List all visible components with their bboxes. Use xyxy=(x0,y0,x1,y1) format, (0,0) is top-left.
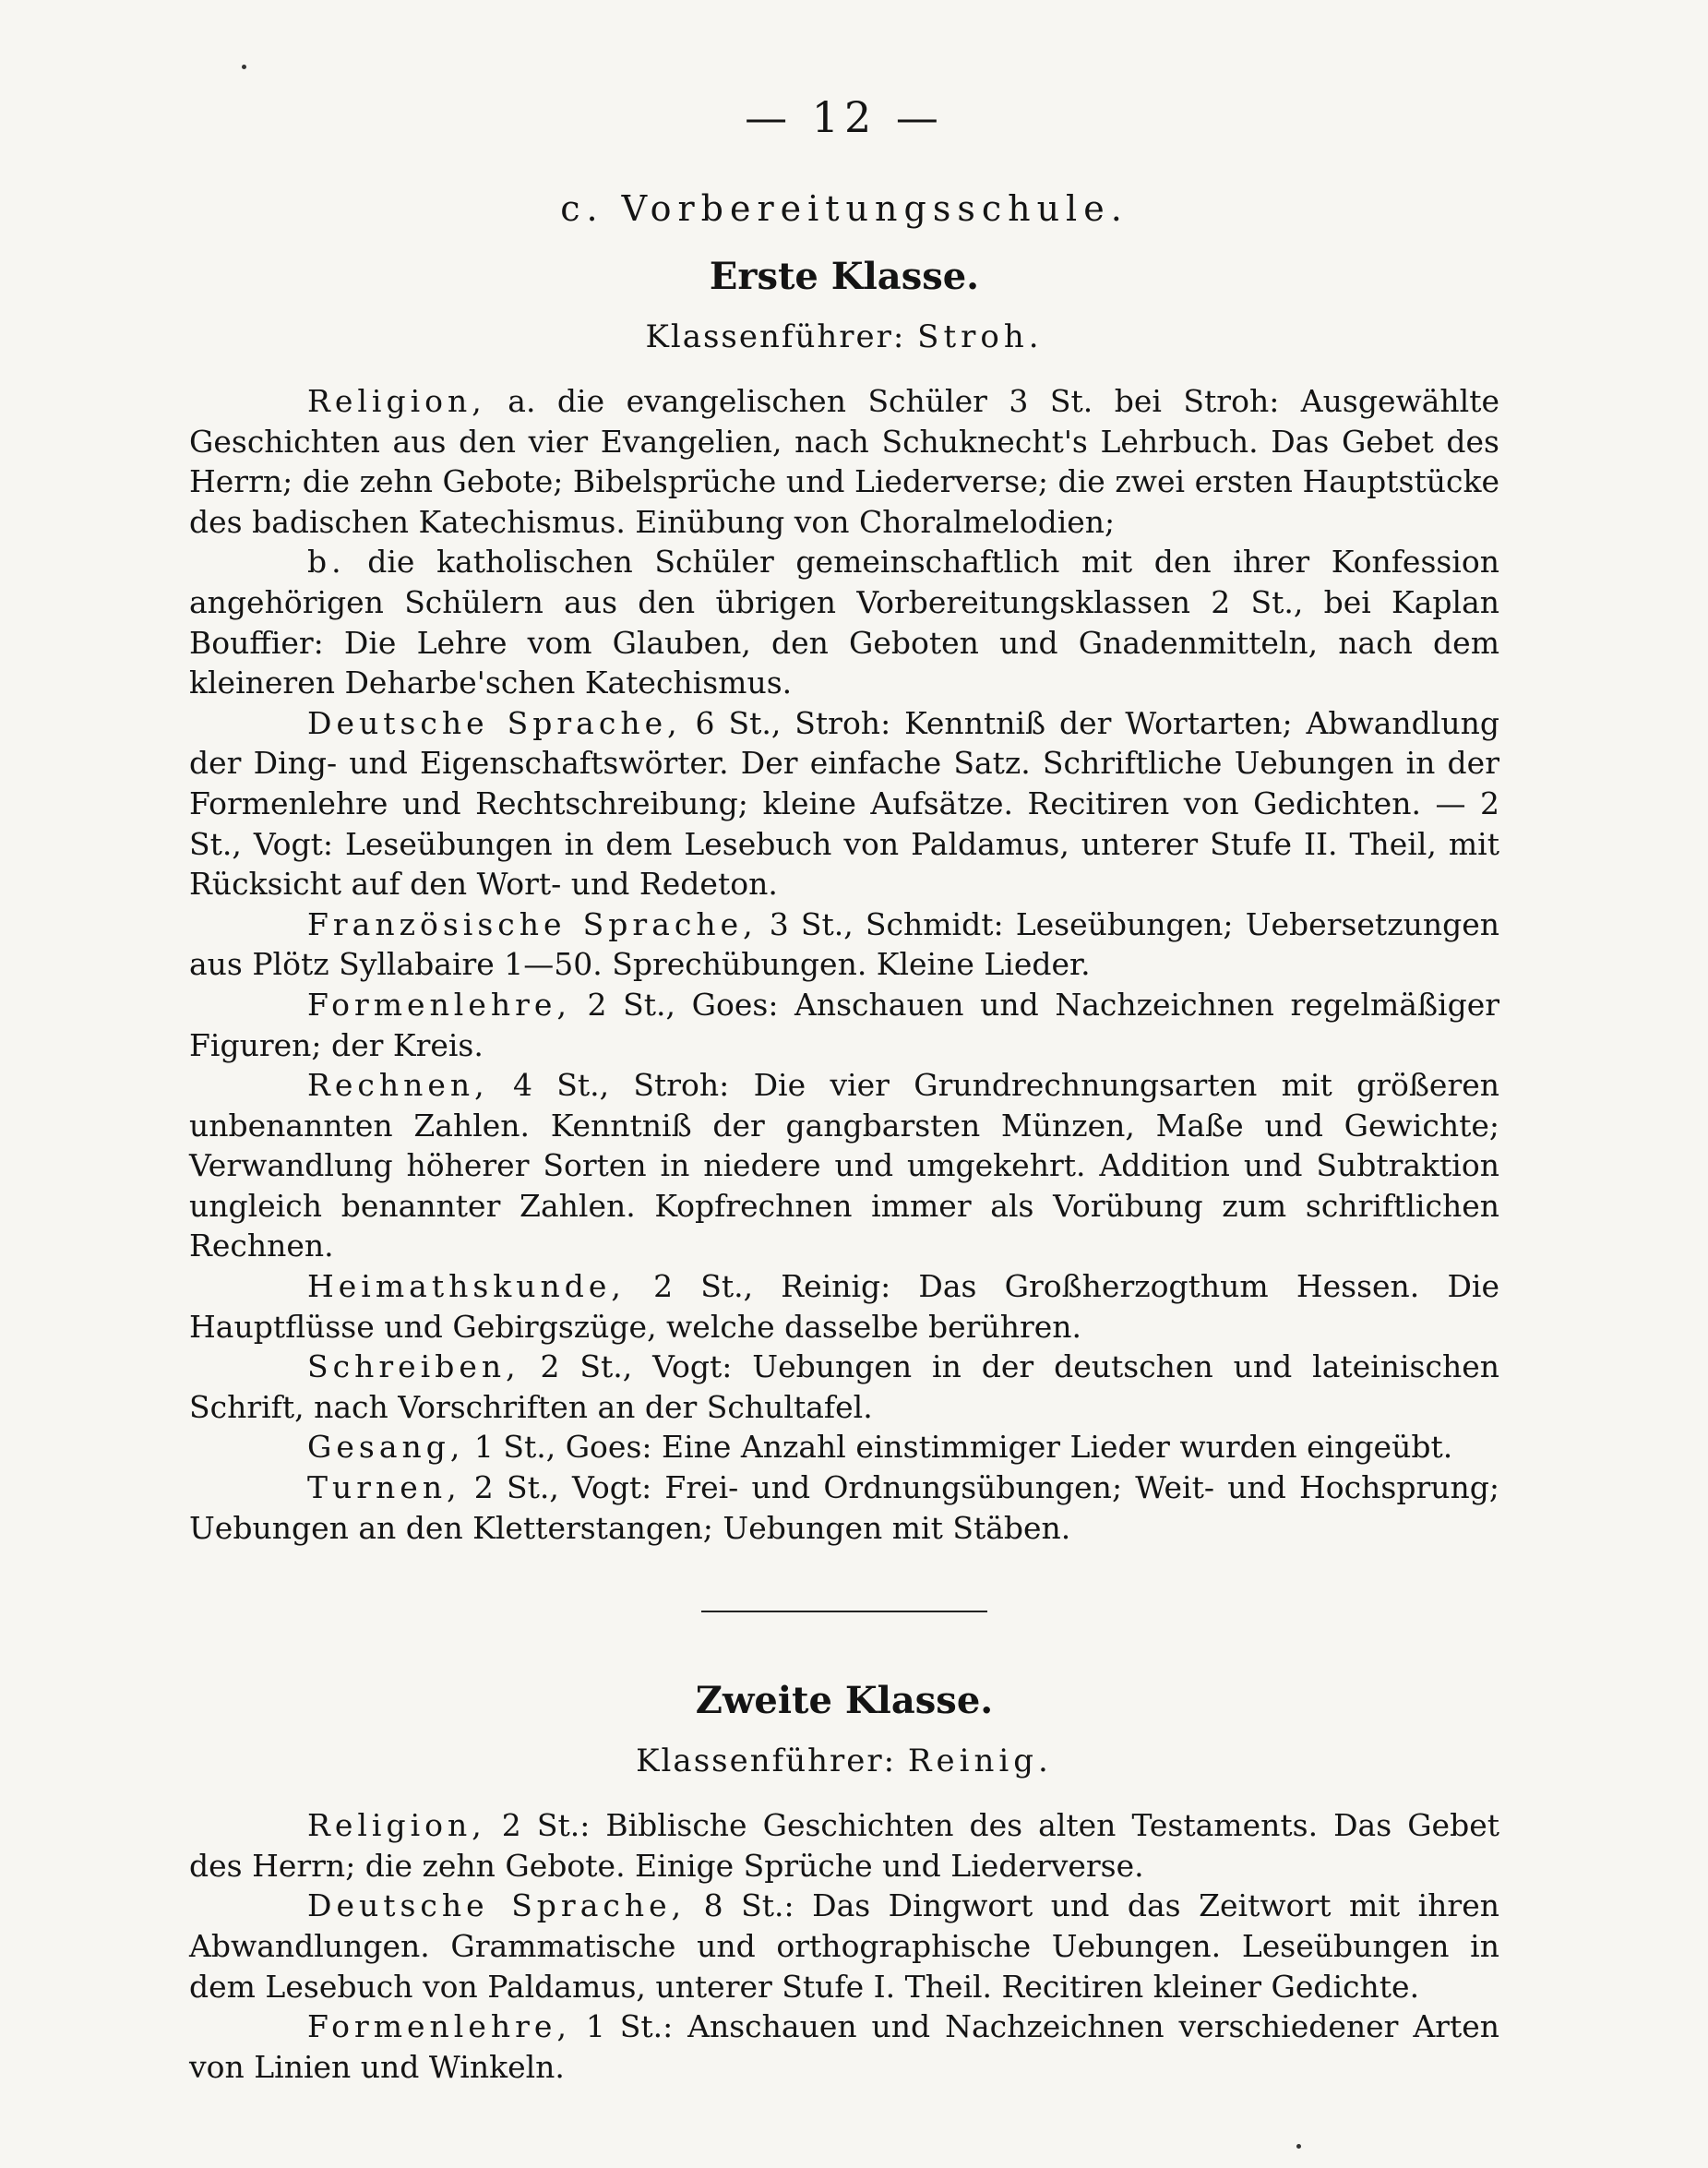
subject-heading: Heimathskunde, xyxy=(307,1268,626,1305)
subject-heading: Religion, xyxy=(307,1807,486,1844)
document-page xyxy=(189,92,1499,2087)
subject-text: 2 St., Vogt: Uebungen in der deutschen und lateinischen Schrift, nach Vorschriften an der Schultafel. xyxy=(189,1348,1499,1425)
subject-text: 2 St., Reinig: Das Großherzogthum Hessen. Die Hauptflüsse und Gebirgszüge, welche dasselbe berühren. xyxy=(189,1268,1499,1345)
class-2-section xyxy=(189,1679,1499,2087)
subject-paragraph xyxy=(189,703,1499,904)
subject-text: die katholischen Schüler gemeinschaftlich mit den ihrer Konfession angehörigen Schülern aus den übrigen Vorbereitungsklassen 2 St., bei Kaplan Bouffier: Die Lehre vom Glauben, den Geboten und Gnadenmitteln, nach dem kleineren Deharbe'schen Katechismus. xyxy=(189,544,1499,701)
class-1-teacher-name: Stroh. xyxy=(917,318,1044,355)
subject-text: 2 St.: Biblische Geschichten des alten Testaments. Das Gebet des Herrn; die zehn Gebote. Einige Sprüche und Liederverse. xyxy=(189,1807,1499,1884)
section-divider xyxy=(701,1611,987,1612)
subject-paragraph xyxy=(189,1805,1499,1886)
subject-heading: Formenlehre, xyxy=(307,2008,571,2045)
subject-text: a. die evangelischen Schüler 3 St. bei Stroh: Ausgewählte Geschichten aus den vier Evangelien, nach Schuknecht's Lehrbuch. Das Gebet des Herrn; die zehn Gebote; Bibelsprüche und Liederverse; die zwei ersten Hauptstücke des badischen Katechismus. Einübung von Choralmelodien; xyxy=(189,383,1499,540)
subject-paragraph xyxy=(189,1467,1499,1548)
subject-heading: Gesang, xyxy=(307,1429,465,1466)
subject-paragraph xyxy=(189,904,1499,985)
subject-paragraph xyxy=(189,381,1499,542)
subject-heading: Deutsche Sprache, xyxy=(307,704,682,741)
subject-paragraph xyxy=(189,1886,1499,2006)
subject-heading: Deutsche Sprache, xyxy=(307,1887,687,1924)
subject-heading: Schreiben, xyxy=(307,1348,520,1385)
class-2-teacher-label: Klassenführer: xyxy=(636,1743,897,1780)
page-number: — 12 — xyxy=(745,92,944,142)
subject-heading: Religion, xyxy=(307,383,486,419)
class-2-title: Zweite Klasse. xyxy=(695,1679,994,1723)
subject-text: 3 St., Schmidt: Leseübungen; Uebersetzungen aus Plötz Syllabaire 1—50. Sprechübungen. Kleine Lieder. xyxy=(189,905,1499,983)
subject-text: 2 St., Goes: Anschauen und Nachzeichnen regelmäßiger Figuren; der Kreis. xyxy=(189,986,1499,1063)
subject-paragraph xyxy=(189,2006,1499,2087)
class-2-teacher-name: Reinig. xyxy=(907,1743,1053,1780)
subject-text: 8 St.: Das Dingwort und das Zeitwort mit ihren Abwandlungen. Grammatische und orthographische Uebungen. Leseübungen in dem Lesebuch von Paldamus, unterer Stufe I. Theil. Recitiren kleiner Gedichte. xyxy=(189,1887,1499,2005)
subject-heading: Formenlehre, xyxy=(307,986,571,1023)
subject-paragraph xyxy=(189,1266,1499,1347)
subject-text: 1 St., Goes: Eine Anzahl einstimmiger Lieder wurden eingeübt. xyxy=(464,1429,1453,1466)
subject-heading: Rechnen, xyxy=(307,1067,489,1104)
subject-paragraph xyxy=(189,985,1499,1065)
class-1-body xyxy=(189,381,1499,1548)
subject-text: 2 St., Vogt: Frei- und Ordnungsübungen; Weit- und Hochsprung; Uebungen an den Kletterstangen; Uebungen mit Stäben. xyxy=(189,1469,1499,1546)
class-2-teacher-line xyxy=(189,1743,1499,1779)
subject-heading: b. xyxy=(307,544,346,581)
subject-text: 6 St., Stroh: Kenntniß der Wortarten; Abwandlung der Ding- und Eigenschaftswörter. Der einfache Satz. Schriftliche Uebungen in der Formenlehre und Rechtschreibung; kleine Aufsätze. Recitiren von Gedichten. — 2 St., Vogt: Leseübungen in dem Lesebuch von Paldamus, unterer Stufe II. Theil, mit Rücksicht auf den Wort- und Redeton. xyxy=(189,704,1499,903)
class-1-title: Erste Klasse. xyxy=(709,255,980,298)
print-speck xyxy=(1296,2144,1301,2149)
subject-paragraph xyxy=(189,542,1499,702)
subject-paragraph xyxy=(189,1347,1499,1427)
subject-text: 1 St.: Anschauen und Nachzeichnen verschiedener Arten von Linien und Winkeln. xyxy=(189,2008,1499,2085)
class-2-body xyxy=(189,1805,1499,2087)
class-1-teacher-line xyxy=(189,318,1499,355)
subject-heading: Turnen, xyxy=(307,1469,461,1506)
subject-heading: Französische Sprache, xyxy=(307,905,758,942)
subject-text: 4 St., Stroh: Die vier Grundrechnungsarten mit größeren unbenannten Zahlen. Kenntniß der gangbarsten Münzen, Maße und Gewichte; Verwandlung höherer Sorten in niedere und umgekehrt. Addition und Subtraktion ungleich benannter Zahlen. Kopfrechnen immer als Vorübung zum schriftlichen Rechnen. xyxy=(189,1067,1499,1264)
class-1-teacher-label: Klassenführer: xyxy=(645,318,906,355)
section-title: c. Vorbereitungsschule. xyxy=(560,188,1129,229)
subject-paragraph xyxy=(189,1427,1499,1467)
print-speck xyxy=(242,65,246,69)
subject-paragraph xyxy=(189,1065,1499,1266)
class-1-section xyxy=(189,255,1499,1548)
